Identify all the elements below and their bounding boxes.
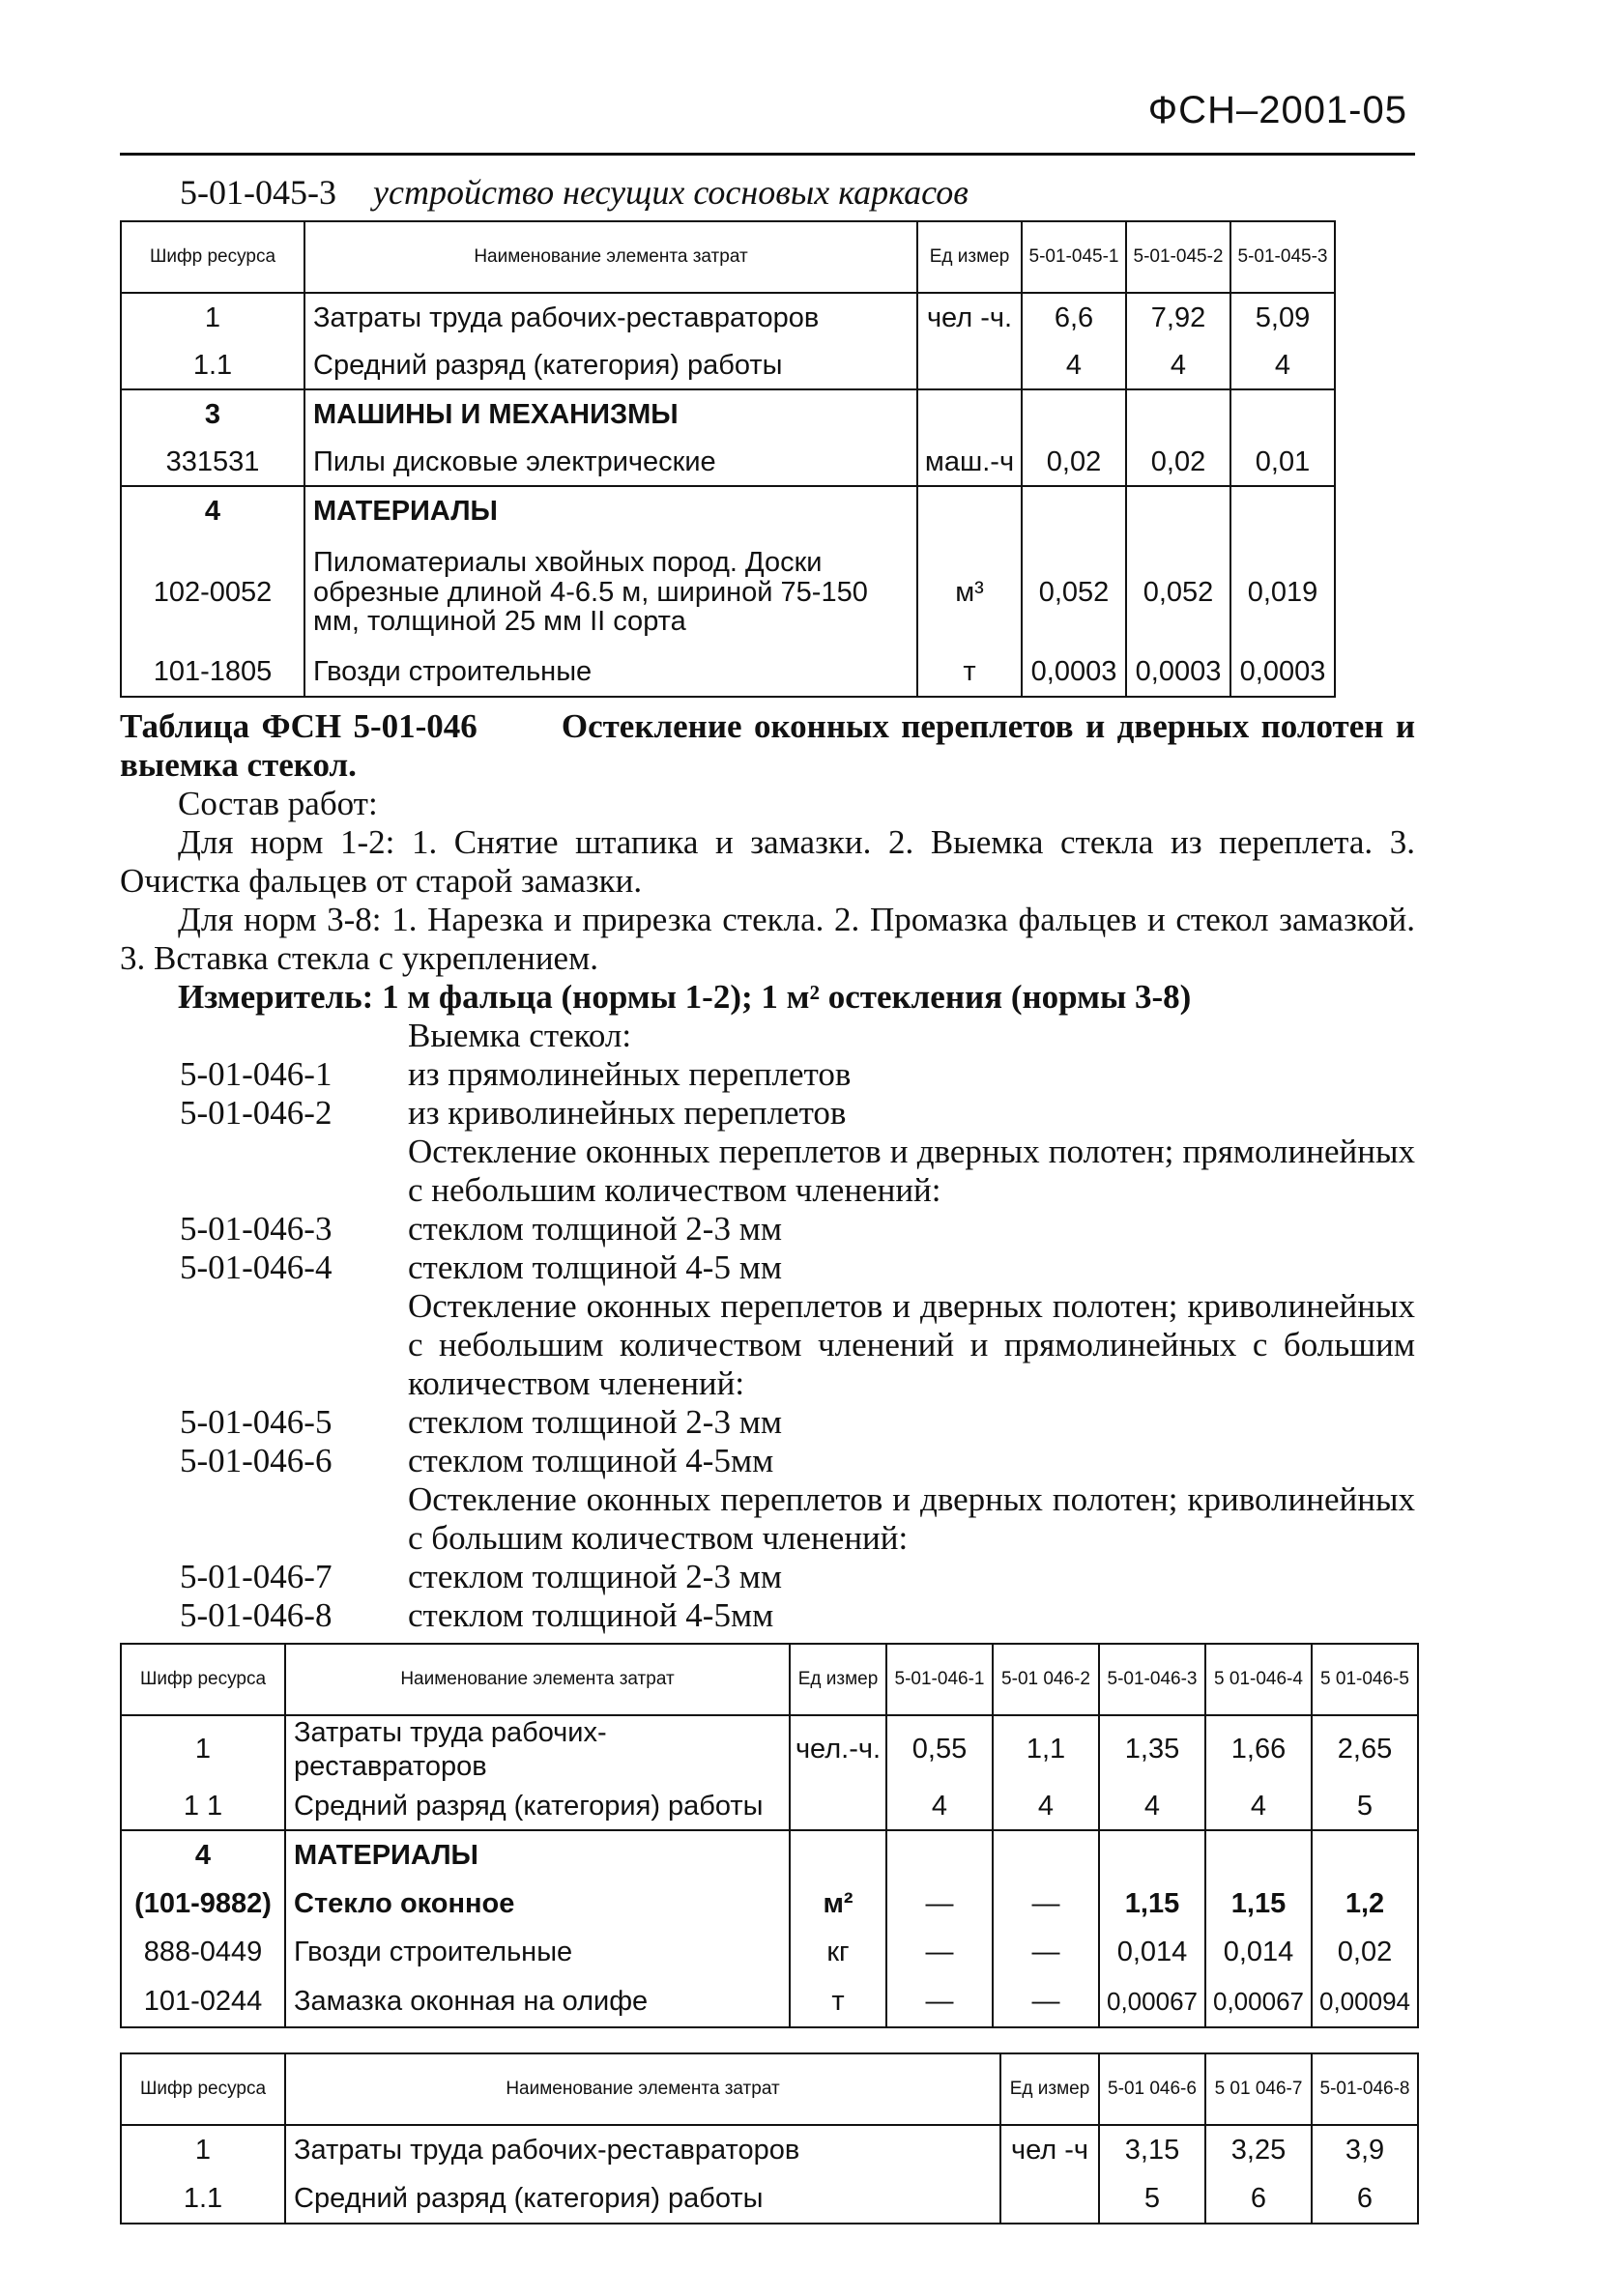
norm-text: стеклом толщиной 2-3 мм [408,1403,782,1441]
norm-value: 1,15 [1205,1880,1312,1929]
norm-value: 6 [1312,2175,1418,2224]
table-row [121,1880,1418,1929]
section-title [120,707,1415,785]
norm-value: 5 [1312,1784,1418,1830]
norm-value: 4 [886,1784,993,1830]
norm-value: 0,55 [886,1715,993,1784]
norm-code: 5-01-046-2 [180,1094,333,1132]
norm-value: — [993,1929,1099,1977]
norm-value: 0,052 [1022,536,1126,648]
norm-text: из криволинейных переплетов [408,1094,847,1132]
norm-value: 6,6 [1022,293,1126,343]
norm-value: — [886,1977,993,2027]
header-name: Наименование элемента затрат [285,1644,790,1715]
header-norm: 5-01-046-3 [1099,1644,1205,1715]
norm-item [120,1596,1415,1635]
table-header-row [121,221,1335,293]
norm-value: 5,09 [1230,293,1335,343]
norm-value: 3,15 [1099,2125,1205,2175]
table-row [121,1715,1418,1784]
norm-group-heading: Остекление оконных переплетов и дверных полотен; прямолинейных с небольшим количеством членений: [408,1133,1415,1209]
cost-name: Затраты труда рабочих-реставраторов [304,293,917,343]
composition-item: Для норм 1-2: 1. Снятие штапика и замазки. 2. Выемка стекла из переплета. 3. Очистка фальцев от старой замазки. [120,823,1415,900]
norm-value: 0,014 [1099,1929,1205,1977]
norm-group-heading: Выемка стекол: [408,1017,632,1054]
header-unit: Ед измер [917,221,1022,293]
meter-line: Измеритель: 1 м фальца (нормы 1-2); 1 м² остекления (нормы 3-8) [178,978,1192,1016]
table-header-row [121,1644,1418,1715]
norm-item [120,1558,1415,1596]
table-row [121,648,1335,697]
cost-name: Гвозди строительные [304,648,917,697]
document-code: ФСН–2001-05 [1147,89,1407,131]
composition-label: Состав работ: [178,785,378,822]
header-norm: 5 01-046-5 [1312,1644,1418,1715]
norm-value: 0,00067 [1099,1977,1205,2027]
norm-value [1022,486,1126,536]
norm-table-1 [120,220,1336,698]
resource-code: 3 [121,389,304,440]
norm-item [120,1442,1415,1480]
norm-value [1205,1830,1312,1880]
header-name: Наименование элемента затрат [304,221,917,293]
norm-value: 0,02 [1126,440,1230,486]
norm-text: стеклом толщиной 4-5мм [408,1596,774,1634]
header-resource: Шифр ресурса [121,2053,285,2125]
table1-description: устройство несущих сосновых каркасов [373,173,969,212]
norm-value: 4 [1126,343,1230,389]
resource-code: 4 [121,1830,285,1880]
norm-value [1099,1830,1205,1880]
table-row [121,343,1335,389]
norm-value: 0,02 [1312,1929,1418,1977]
unit [917,486,1022,536]
norm-value: 5 [1099,2175,1205,2224]
unit [790,1784,886,1830]
norm-text: стеклом толщиной 2-3 мм [408,1558,782,1595]
norm-code: 5-01-046-7 [180,1558,333,1595]
norm-value: 4 [1099,1784,1205,1830]
resource-code: 1.1 [121,343,304,389]
table-row [121,536,1335,648]
unit: т [917,648,1022,697]
header-rule [120,153,1415,156]
norm-value [1230,389,1335,440]
resource-code: 102-0052 [121,536,304,648]
header-norm: 5-01-045-3 [1230,221,1335,293]
resource-code: 101-1805 [121,648,304,697]
norm-text: стеклом толщиной 4-5 мм [408,1248,782,1286]
header-norm: 5 01-046-4 [1205,1644,1312,1715]
resource-code: 1.1 [121,2175,285,2224]
norm-value: 1,35 [1099,1715,1205,1784]
norm-value: 0,0003 [1022,648,1126,697]
section-heading: МАТЕРИАЛЫ [285,1830,790,1880]
norm-code: 5-01-046-4 [180,1248,333,1286]
header-unit: Ед измер [790,1644,886,1715]
header-norm: 5-01-045-2 [1126,221,1230,293]
section-table-name: Остекление оконных переплетов и дверных полотен и выемка стекол. [120,707,1415,784]
norm-item [120,1248,1415,1287]
unit: чел -ч [1000,2125,1099,2175]
norm-group-heading: Остекление оконных переплетов и дверных полотен; криволинейных с небольшим количеством членений и прямолинейных с большим количеством членений: [408,1287,1415,1402]
table-row [121,440,1335,486]
table-row [121,1830,1418,1880]
cost-name: Затраты труда рабочих-реставраторов [285,1715,790,1784]
table-row [121,293,1335,343]
norm-code: 5-01-046-8 [180,1596,333,1634]
norm-value [1022,389,1126,440]
composition-item: Для норм 3-8: 1. Нарезка и прирезка стекла. 2. Промазка фальцев и стекол замазкой. 3. Вставка стекла с укреплением. [120,901,1415,977]
norm-value [1230,486,1335,536]
table-row [121,1977,1418,2027]
header-norm: 5-01-046-8 [1312,2053,1418,2125]
norm-value: 4 [1022,343,1126,389]
norm-value: 0,0003 [1126,648,1230,697]
table-row [121,2125,1418,2175]
norm-value: 7,92 [1126,293,1230,343]
norm-value: 0,019 [1230,536,1335,648]
cost-name: Пиломатериалы хвойных пород. Доски обрезные длиной 4-6.5 м, шириной 75-150 мм, толщиной 25 мм II сорта [304,536,917,648]
cost-name: Пилы дисковые электрические [304,440,917,486]
norm-value [993,1830,1099,1880]
resource-code: 331531 [121,440,304,486]
resource-code: 4 [121,486,304,536]
unit: маш.-ч [917,440,1022,486]
header-unit: Ед измер [1000,2053,1099,2125]
norm-value: 0,01 [1230,440,1335,486]
table1-code: 5-01-045-3 [180,173,336,212]
header-norm: 5-01 046-2 [993,1644,1099,1715]
unit [1000,2175,1099,2224]
resource-code: (101-9882) [121,1880,285,1929]
cost-name: Затраты труда рабочих-реставраторов [285,2125,1000,2175]
header-norm: 5-01 046-6 [1099,2053,1205,2125]
norm-value: 0,0003 [1230,648,1335,697]
norm-value: 4 [993,1784,1099,1830]
header-norm: 5-01-046-1 [886,1644,993,1715]
header-norm: 5 01 046-7 [1205,2053,1312,2125]
unit: м² [790,1880,886,1929]
norm-table-2 [120,1643,1419,2028]
norm-value: 1,1 [993,1715,1099,1784]
cost-name: Средний разряд (категория) работы [304,343,917,389]
resource-code: 1 1 [121,1784,285,1830]
header-resource: Шифр ресурса [121,1644,285,1715]
norm-group-heading: Остекление оконных переплетов и дверных полотен; криволинейных с большим количеством членений: [408,1480,1415,1557]
norm-value: — [993,1977,1099,2027]
norm-code: 5-01-046-1 [180,1055,333,1093]
norm-value [1312,1830,1418,1880]
resource-code: 1 [121,2125,285,2175]
norm-value: 0,00067 [1205,1977,1312,2027]
section-heading: МАШИНЫ И МЕХАНИЗМЫ [304,389,917,440]
resource-code: 101-0244 [121,1977,285,2027]
norm-item [120,1094,1415,1133]
norm-value: 1,66 [1205,1715,1312,1784]
norm-value: 2,65 [1312,1715,1418,1784]
table-row [121,486,1335,536]
unit: м³ [917,536,1022,648]
unit [917,389,1022,440]
table-row [121,389,1335,440]
norm-value: 3,9 [1312,2125,1418,2175]
norm-code: 5-01-046-6 [180,1442,333,1479]
norm-item [120,1055,1415,1094]
norm-value [1126,389,1230,440]
norm-value: — [886,1929,993,1977]
unit: чел.-ч. [790,1715,886,1784]
header-resource: Шифр ресурса [121,221,304,293]
norm-code: 5-01-046-3 [180,1210,333,1248]
norm-value: 1,2 [1312,1880,1418,1929]
section-table-code: Таблица ФСН 5-01-046 [120,707,477,745]
section-text [120,707,1415,1635]
norm-item [120,1403,1415,1442]
norm-value: 0,00094 [1312,1977,1418,2027]
norm-text: из прямолинейных переплетов [408,1055,852,1093]
table-row [121,1929,1418,1977]
cost-name: Стекло оконное [285,1880,790,1929]
table-row [121,2175,1418,2224]
cost-name: Гвозди строительные [285,1929,790,1977]
cost-name: Средний разряд (категория) работы [285,2175,1000,2224]
cost-name: Замазка оконная на олифе [285,1977,790,2027]
unit: чел -ч. [917,293,1022,343]
table1-title [180,172,969,213]
resource-code: 1 [121,1715,285,1784]
table-header-row [121,2053,1418,2125]
unit [790,1830,886,1880]
norm-value: 0,014 [1205,1929,1312,1977]
unit: т [790,1977,886,2027]
norm-value: 3,25 [1205,2125,1312,2175]
unit: кг [790,1929,886,1977]
norm-value: 6 [1205,2175,1312,2224]
norm-value [1126,486,1230,536]
norm-value: — [886,1880,993,1929]
resource-code: 888-0449 [121,1929,285,1977]
norm-code: 5-01-046-5 [180,1403,333,1441]
norm-value: 0,052 [1126,536,1230,648]
cost-name: Средний разряд (категория) работы [285,1784,790,1830]
header-norm: 5-01-045-1 [1022,221,1126,293]
table-row [121,1784,1418,1830]
norm-value: 1,15 [1099,1880,1205,1929]
unit [917,343,1022,389]
norm-value [886,1830,993,1880]
norm-value: 4 [1230,343,1335,389]
section-heading: МАТЕРИАЛЫ [304,486,917,536]
norm-table-3 [120,2052,1419,2224]
header-name: Наименование элемента затрат [285,2053,1000,2125]
norm-value: — [993,1880,1099,1929]
norm-value: 4 [1205,1784,1312,1830]
norm-text: стеклом толщиной 4-5мм [408,1442,774,1479]
norm-text: стеклом толщиной 2-3 мм [408,1210,782,1248]
resource-code: 1 [121,293,304,343]
norm-item [120,1210,1415,1248]
norm-value: 0,02 [1022,440,1126,486]
